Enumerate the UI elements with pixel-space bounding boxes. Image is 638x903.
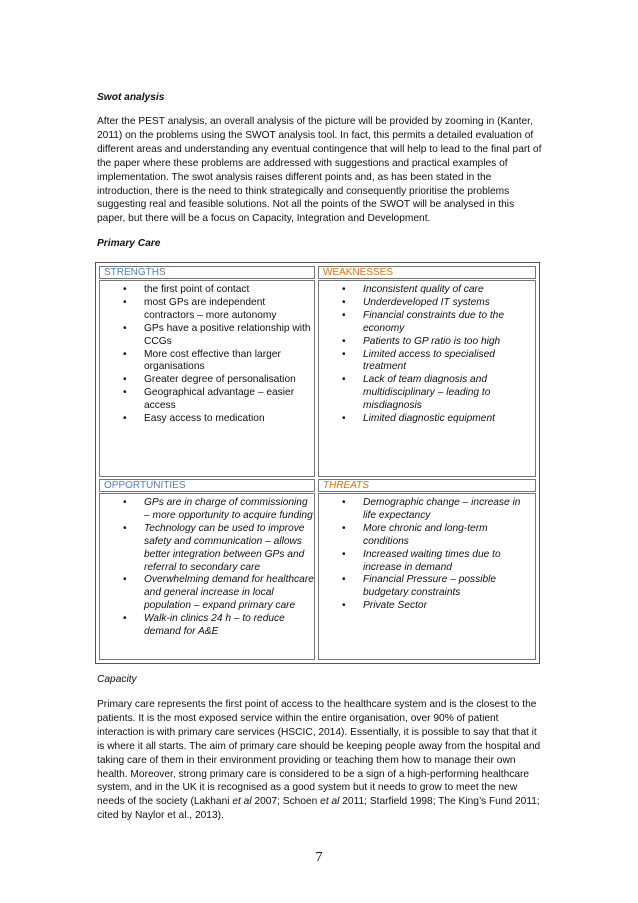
weakness-item — [319, 374, 535, 413]
strength-item — [100, 374, 314, 387]
threat-item-text: More chronic and long-term conditions — [363, 522, 488, 547]
swot-heading: Swot analysis — [97, 92, 165, 103]
weakness-item — [319, 297, 535, 310]
capacity-text-2: 2007; Schoen — [251, 796, 321, 808]
opportunities-list — [100, 497, 314, 639]
weakness-item-text: Inconsistent quality of care — [363, 284, 484, 295]
bullet-icon: • — [123, 322, 127, 334]
weakness-item — [319, 413, 535, 426]
opportunity-item-text: Overwhelming demand for healthcare and general increase in local population – expand primary care — [144, 574, 314, 612]
threat-item — [319, 523, 535, 549]
opportunities-header: OPPORTUNITIES — [99, 479, 315, 492]
bullet-icon: • — [123, 296, 127, 308]
capacity-heading: Capacity — [97, 674, 137, 685]
bullet-icon: • — [342, 413, 346, 425]
threats-cell — [318, 493, 536, 660]
opportunity-item-text: GPs are in charge of commissioning – more opportunity to acquire funding — [144, 497, 313, 521]
threat-item-text: Demographic change – increase in life expectancy — [363, 497, 521, 521]
strength-item-text: Greater degree of personalisation — [144, 374, 296, 386]
strength-item-text: Geographical advantage – easier access — [144, 387, 295, 412]
threat-item — [319, 574, 535, 600]
threats-list — [319, 497, 535, 613]
opportunity-item — [100, 574, 314, 613]
page-number: 7 — [315, 850, 323, 865]
opportunity-item — [100, 523, 314, 575]
weakness-item — [319, 284, 535, 297]
weakness-item — [319, 310, 535, 336]
weakness-item-text: Limited access to specialised treatment — [363, 348, 495, 373]
bullet-icon: • — [123, 413, 127, 425]
capacity-etal-1: et al — [232, 796, 252, 808]
opportunity-item-text: Technology can be used to improve safety and communication – allows better integration between GPs and referral to secondary care — [144, 522, 305, 573]
bullet-icon: • — [342, 348, 346, 360]
bullet-icon: • — [123, 374, 127, 386]
strength-item — [100, 387, 314, 413]
opportunity-item — [100, 497, 314, 523]
weakness-item-text: Underdeveloped IT systems — [363, 296, 490, 308]
capacity-etal-2: et al — [320, 796, 340, 808]
bullet-icon: • — [342, 497, 346, 508]
bullet-icon: • — [342, 548, 346, 560]
bullet-icon: • — [342, 574, 346, 586]
threat-item-text: Private Sector — [363, 600, 427, 612]
bullet-icon: • — [123, 497, 127, 508]
weaknesses-cell — [318, 280, 536, 477]
weakness-item — [319, 336, 535, 349]
bullet-icon: • — [342, 284, 346, 295]
opportunity-item-text: Walk-in clinics 24 h – to reduce demand for A&E — [144, 613, 285, 638]
bullet-icon: • — [342, 335, 346, 347]
weaknesses-header: WEAKNESSES — [318, 266, 536, 279]
threat-item — [319, 600, 535, 613]
strength-item — [100, 284, 314, 297]
bullet-icon: • — [342, 296, 346, 308]
intro-paragraph: After the PEST analysis, an overall analysis of the picture will be provided by zooming in (Kanter, 2011) on the problems using the SWOT analysis tool. In fact, this permits a detailed evaluation of different areas and understanding any eventual contingence that will help to lead to the final part of the paper where these problems are addressed with suggestions and practical examples of implementation. The swot analysis raises different points and, as has been stated in the introduction, there is the need to think strategically and consequently prioritise the problems suggesting real and feasible solutions. Not all the points of the SWOT will be analysed in this paper, but there will be a focus on Capacity, Integration and Development. — [97, 116, 542, 225]
threat-item-text: Increased waiting times due to increase in demand — [363, 548, 501, 573]
bullet-icon: • — [123, 522, 127, 534]
primary-care-heading: Primary Care — [97, 238, 161, 249]
opportunity-item — [100, 613, 314, 639]
strength-item-text: GPs have a positive relationship with CCGs — [144, 322, 311, 347]
strength-item — [100, 349, 314, 375]
opportunities-cell — [99, 493, 315, 660]
weaknesses-list — [319, 284, 535, 426]
weakness-item — [319, 349, 535, 375]
bullet-icon: • — [123, 387, 127, 399]
bullet-icon: • — [342, 522, 346, 534]
threat-item — [319, 497, 535, 523]
strengths-cell — [99, 280, 315, 477]
weakness-item-text: Lack of team diagnosis and multidisciplinary – leading to misdiagnosis — [363, 374, 491, 412]
threats-header: THREATS — [318, 479, 536, 492]
strength-item — [100, 323, 314, 349]
bullet-icon: • — [123, 348, 127, 360]
bullet-icon: • — [342, 374, 346, 386]
strength-item — [100, 297, 314, 323]
threat-item — [319, 549, 535, 575]
strength-item-text: most GPs are independent contractors – more autonomy — [144, 296, 277, 321]
weakness-item-text: Patients to GP ratio is too high — [363, 335, 501, 347]
bullet-icon: • — [123, 574, 127, 586]
capacity-paragraph — [97, 698, 545, 823]
bullet-icon: • — [342, 600, 346, 612]
strength-item-text: the first point of contact — [144, 284, 250, 295]
bullet-icon: • — [123, 613, 127, 625]
swot-table — [95, 262, 540, 664]
weakness-item-text: Financial constraints due to the economy — [363, 309, 505, 334]
threat-item-text: Financial Pressure – possible budgetary constraints — [363, 574, 497, 599]
capacity-text-1: Primary care represents the first point of access to the healthcare system and is the closest to the patients. It is the most exposed service within the entire organisation, over 90% of patient interaction is with primary care services (HSCIC, 2014). Essentially, it is possible to say that that it is where it all starts. The aim of primary care should be keeping people away from the hospital and taking care of them in their environment providing or teaching them how to manage their own health. Moreover, strong primary care is considered to be a sign of a high-performing healthcare system, and in the UK it is recognised as a good system but it needs to grow to meet the new needs of the society (Lakhani — [97, 699, 541, 808]
weakness-item-text: Limited diagnostic equipment — [363, 413, 495, 425]
strength-item-text: More cost effective than larger organisations — [144, 348, 281, 373]
strength-item — [100, 413, 314, 426]
strength-item-text: Easy access to medication — [144, 413, 265, 425]
bullet-icon: • — [123, 284, 127, 295]
bullet-icon: • — [342, 309, 346, 321]
strengths-list — [100, 284, 314, 426]
capacity-text-3: 2011; Starfield 1998; The King’s Fund 2011; cited by Naylor et al., 2013). — [97, 796, 540, 822]
strengths-header: STRENGTHS — [99, 266, 315, 279]
